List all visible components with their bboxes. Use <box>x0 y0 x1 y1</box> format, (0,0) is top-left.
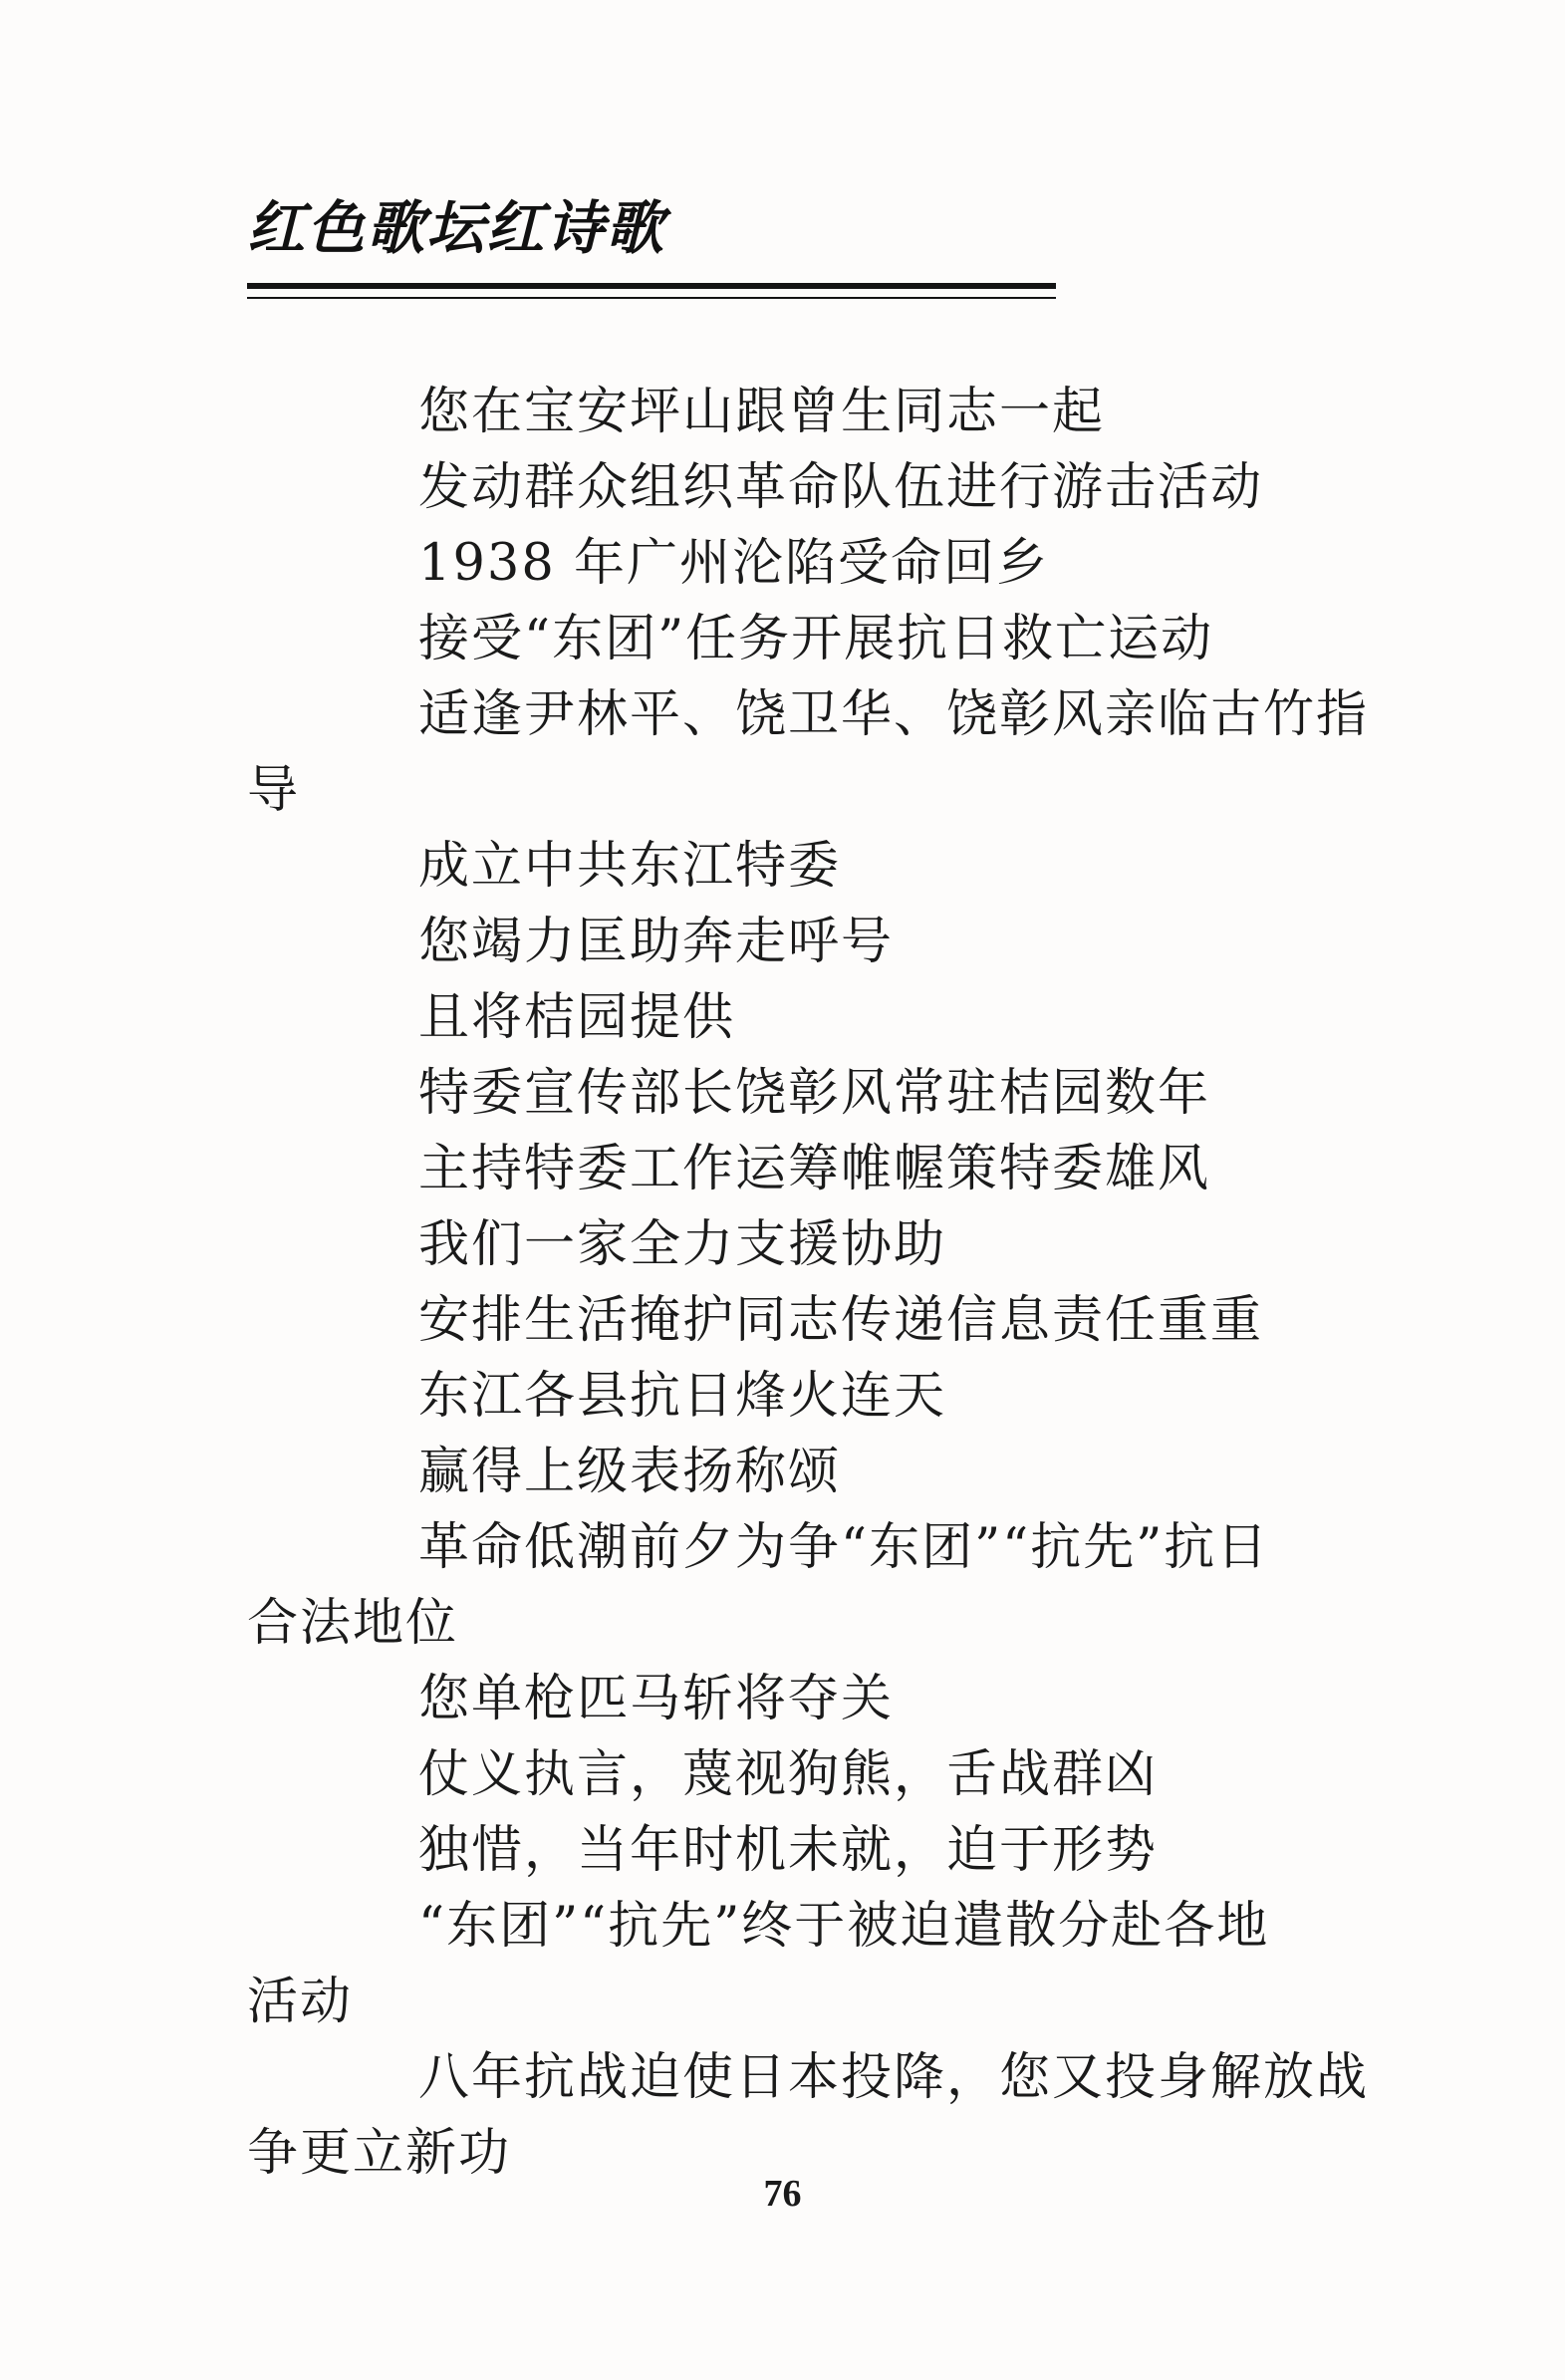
poem-line-continuation: 争更立新功 <box>247 2124 512 2183</box>
poem-line-continuation: 活动 <box>247 1973 354 2031</box>
poem-line: 东江各县抗日烽火连天 <box>418 1367 947 1426</box>
poem-line: 仗义执言，蔑视狗熊，舌战群凶 <box>418 1745 1159 1804</box>
poem-line: 主持特委工作运筹帷幄策特委雄风 <box>418 1140 1211 1198</box>
poem-line: 1938 年广州沦陷受命回乡 <box>418 534 1050 593</box>
poem-line-continuation: 合法地位 <box>247 1594 459 1653</box>
poem-line: “东团”“抗先”终于被迫遣散分赴各地 <box>418 1897 1270 1956</box>
poem-line: 且将桔园提供 <box>418 988 736 1047</box>
poem-line: 革命低潮前夕为争“东团”“抗先”抗日 <box>418 1518 1270 1577</box>
poem-line: 安排生活掩护同志传递信息责任重重 <box>418 1291 1264 1350</box>
header-rule-thick <box>247 283 1056 289</box>
poem-line: 特委宣传部长饶彰风常驻桔园数年 <box>418 1064 1211 1123</box>
poem-line: 赢得上级表扬称颂 <box>418 1443 842 1501</box>
page-number: 76 <box>763 2173 802 2215</box>
poem-line: 接受“东团”任务开展抗日救亡运动 <box>418 610 1214 668</box>
poem-line: 您竭力匡助奔走呼号 <box>418 913 895 971</box>
poem-line: 您在宝安坪山跟曾生同志一起 <box>418 383 1106 441</box>
poem-line: 我们一家全力支援协助 <box>418 1215 947 1274</box>
poem-line: 适逢尹林平、饶卫华、饶彰风亲临古竹指 <box>418 685 1370 744</box>
header-rule-thin <box>247 297 1056 299</box>
poem-line: 独惜，当年时机未就，迫于形势 <box>418 1821 1159 1880</box>
poem-line-continuation: 导 <box>247 761 301 820</box>
poem-line: 八年抗战迫使日本投降，您又投身解放战 <box>418 2048 1370 2107</box>
header-title: 红色歌坛红诗歌 <box>247 194 666 262</box>
poem-line: 您单枪匹马斩将夺关 <box>418 1670 895 1728</box>
poem-line: 发动群众组织革命队伍进行游击活动 <box>418 458 1264 517</box>
poem-line: 成立中共东江特委 <box>418 837 842 896</box>
